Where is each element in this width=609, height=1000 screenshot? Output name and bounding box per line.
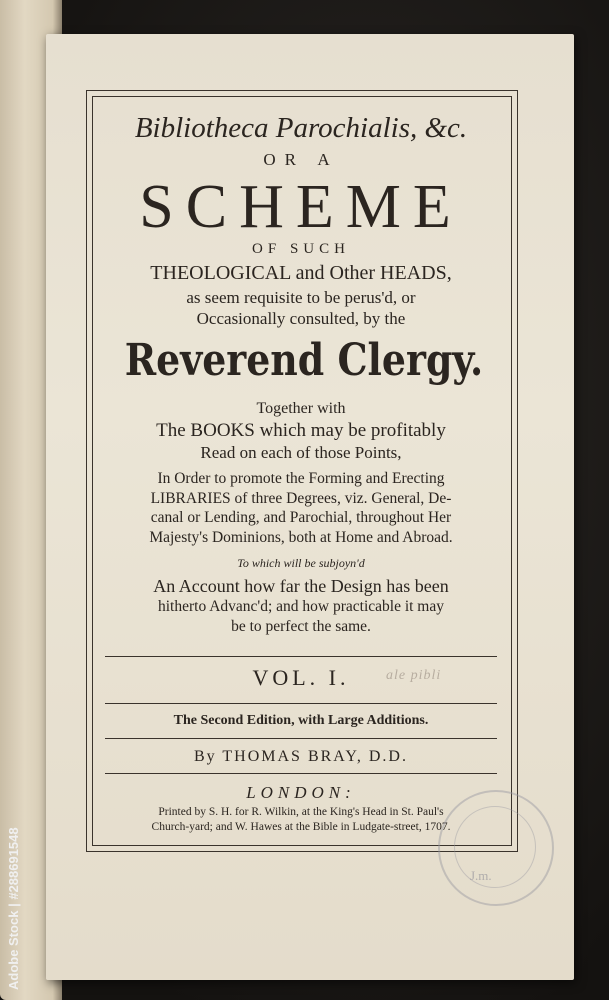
subjoyned-line: To which will be subjoyn'd bbox=[237, 556, 365, 570]
library-stamp-icon bbox=[438, 790, 554, 906]
stamp-mark: J.m. bbox=[470, 868, 492, 883]
edition-line: The Second Edition, with Large Additions. bbox=[173, 713, 429, 728]
reverend-clergy-heading: Reverend Clergy. bbox=[124, 335, 484, 386]
together-with-line: Together with bbox=[256, 400, 346, 417]
majesty-line: Majesty's Dominions, both at Home and Abroad. bbox=[149, 528, 453, 546]
imprint-line-1: Printed by S. H. for R. Wilkin, at the King's Head in St. Paul's bbox=[158, 806, 444, 818]
rule-divider bbox=[105, 656, 497, 657]
title-page-text bbox=[96, 112, 506, 833]
account-line: An Account how far the Design has been bbox=[153, 576, 449, 596]
perfect-line: be to perfect the same. bbox=[231, 617, 371, 635]
heads-line: THEOLOGICAL and Other HEADS, bbox=[150, 262, 452, 284]
author-line: By THOMAS BRAY, D.D. bbox=[194, 748, 408, 765]
pencil-annotation: ale pibli bbox=[386, 668, 442, 683]
in-order-line: In Order to promote the Forming and Erecting bbox=[157, 470, 445, 487]
occasionally-line: Occasionally consulted, by the bbox=[196, 309, 406, 328]
imprint-place: LONDON: bbox=[246, 783, 356, 802]
book-title: Bibliotheca Parochialis, &c. bbox=[134, 112, 468, 144]
imprint-line-2: Church-yard; and W. Hawes at the Bible in Ludgate-street, 1707. bbox=[151, 820, 451, 833]
stock-watermark: Adobe Stock | #288691548 bbox=[6, 827, 21, 990]
libraries-line: LIBRARIES of three Degrees, viz. General, De- bbox=[150, 489, 452, 507]
rule-divider bbox=[105, 773, 497, 774]
requisite-line: as seem requisite to be perus'd, or bbox=[186, 288, 416, 307]
or-a-line: OR A bbox=[263, 150, 339, 169]
books-line: The BOOKS which may be profitably bbox=[156, 420, 446, 441]
decanal-line: canal or Lending, and Parochial, throughout Her bbox=[150, 509, 452, 526]
volume-text: VOL. I. bbox=[252, 665, 350, 690]
of-such-line: OF SUCH bbox=[252, 241, 350, 257]
rule-divider bbox=[105, 703, 497, 704]
read-line: Read on each of those Points, bbox=[200, 443, 402, 462]
rule-divider bbox=[105, 738, 497, 739]
scheme-heading: SCHEME bbox=[139, 173, 463, 241]
hitherto-line: hitherto Advanc'd; and how practicable it may bbox=[157, 598, 444, 615]
volume-label bbox=[96, 667, 506, 689]
